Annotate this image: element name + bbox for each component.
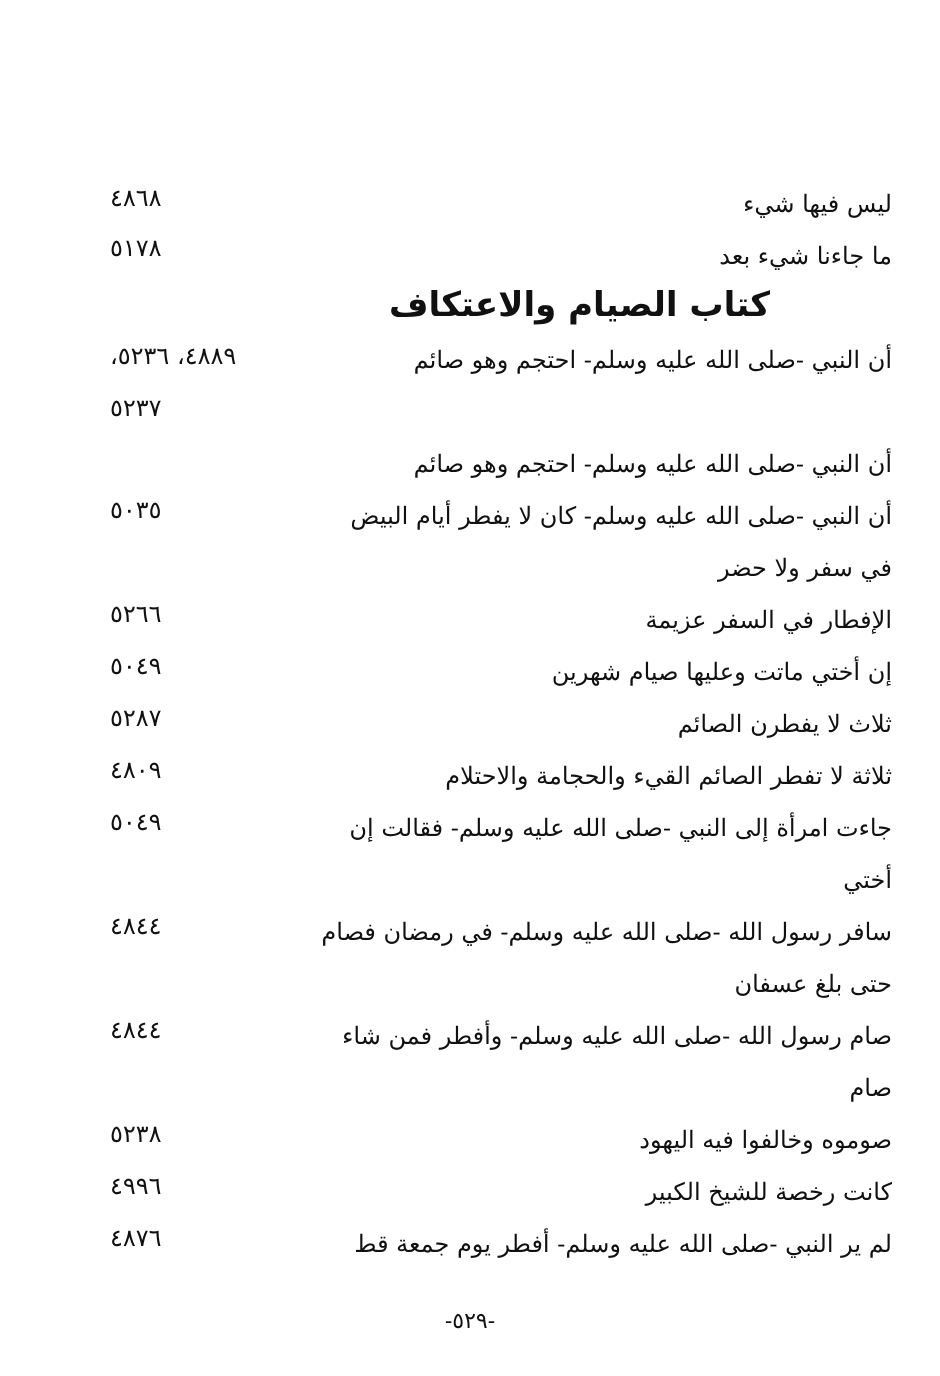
entry-number: ٥٠٤٩ (110, 808, 162, 836)
entry-number: ٤٨٦٨ (110, 184, 162, 212)
entry-number: ٤٨٨٩، ٥٢٣٦، (110, 342, 237, 370)
entry-text: إن أختي ماتت وعليها صيام شهرين (551, 658, 892, 686)
entry-text: صام رسول الله -صلى الله عليه وسلم- وأفطر فمن شاء (342, 1022, 892, 1050)
entry-text: لم ير النبي -صلى الله عليه وسلم- أفطر يوم جمعة قط (354, 1230, 892, 1258)
entry-number: ٥٠٤٩ (110, 652, 162, 680)
entry-number: ٤٨٤٤ (110, 912, 162, 940)
entry-text: ثلاثة لا تفطر الصائم القيء والحجامة والاحتلام (445, 762, 892, 790)
entry-text: سافر رسول الله -صلى الله عليه وسلم- في رمضان فصام (321, 918, 892, 946)
entry-number: ٤٨٠٩ (110, 756, 162, 784)
entry-text: ما جاءنا شيء بعد (719, 242, 892, 270)
page-number: -٥٢٩- (444, 1309, 496, 1334)
entry-text: الإفطار في السفر عزيمة (645, 606, 892, 634)
entry-text: أختي (843, 866, 892, 894)
entry-text: ثلاث لا يفطرن الصائم (677, 710, 892, 738)
entry-number: ٥٠٣٥ (110, 496, 162, 524)
entry-text: في سفر ولا حضر (717, 554, 892, 582)
entry-number: ٤٨٧٦ (110, 1224, 162, 1252)
entry-text: أن النبي -صلى الله عليه وسلم- احتجم وهو صائم (413, 450, 892, 478)
entry-number: ٥١٧٨ (110, 234, 162, 262)
entry-number: ٥٢٨٧ (110, 704, 162, 732)
entry-number: ٤٨٤٤ (110, 1016, 162, 1044)
entry-number: ٥٢٦٦ (110, 600, 162, 628)
entry-number: ٥٢٣٨ (110, 1120, 162, 1148)
entry-text: أن النبي -صلى الله عليه وسلم- احتجم وهو صائم (413, 346, 892, 374)
entry-number: ٤٩٩٦ (110, 1172, 162, 1200)
entry-text: كانت رخصة للشيخ الكبير (645, 1178, 892, 1206)
entry-text: صام (849, 1074, 892, 1102)
entry-text: ليس فيها شيء (743, 190, 892, 218)
entry-number: ٥٢٣٧ (110, 394, 162, 422)
entry-text: جاءت امرأة إلى النبي -صلى الله عليه وسلم- فقالت إن (349, 814, 892, 842)
entry-text: أن النبي -صلى الله عليه وسلم- كان لا يفطر أيام البيض (350, 502, 892, 530)
entry-text: صوموه وخالفوا فيه اليهود (639, 1126, 892, 1154)
section-title: كتاب الصيام والاعتكاف (389, 285, 770, 325)
entry-text: حتى بلغ عسفان (734, 970, 892, 998)
